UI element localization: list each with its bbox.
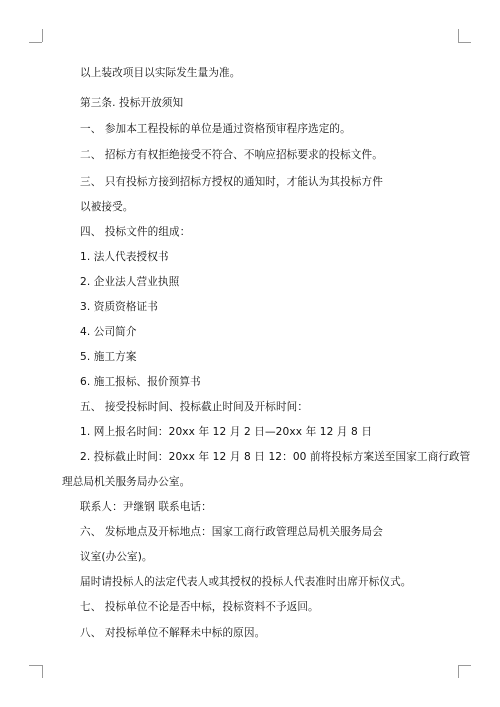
text-line: 一、 参加本工程投标的单位是通过资格预审程序选定的。	[80, 123, 351, 135]
crop-mark-top-right-h	[458, 42, 471, 43]
section-heading: 第三条. 投标开放须知	[80, 97, 184, 109]
list-item: 3. 资质资格证书	[80, 301, 158, 313]
text-line: 以上装改项目以实际发生量为准。	[80, 67, 241, 79]
crop-mark-top-right-v	[458, 29, 459, 42]
list-item: 6. 施工报标、报价预算书	[80, 376, 201, 388]
crop-mark-bottom-right-h	[458, 665, 471, 666]
list-item: 2. 企业法人营业执照	[80, 276, 180, 288]
text-line: 六、 发标地点及开标地点：国家工商行政管理总局机关服务局会	[80, 526, 383, 538]
crop-mark-top-left-v	[42, 29, 43, 42]
text-line: 四、 投标文件的组成：	[80, 226, 191, 238]
text-line: 三、 只有投标方接到招标方授权的通知时，才能认为其投标方件	[80, 176, 383, 188]
text-line: 届时请投标人的法定代表人或其授权的投标人代表准时出席开标仪式。	[80, 576, 412, 588]
list-item: 4. 公司简介	[80, 326, 137, 338]
list-item: 2. 投标截止时间：20xx 年 12 月 8 日 12：00 前将投标方案送至国家工商行政管	[80, 451, 471, 463]
text-line: 八、 对投标单位不解释未中标的原因。	[80, 627, 266, 639]
crop-mark-bottom-left-v	[42, 665, 43, 678]
crop-mark-bottom-right-v	[458, 665, 459, 678]
contact-line: 联系人：尹继钢 联系电话：	[80, 501, 212, 513]
crop-mark-top-left-h	[29, 42, 42, 43]
text-line: 以被接受。	[80, 201, 134, 213]
text-line-continued: 理总局机关服务局办公室。	[62, 476, 191, 488]
crop-mark-bottom-left-h	[29, 665, 42, 666]
list-item: 5. 施工方案	[80, 351, 137, 363]
text-line: 二、 招标方有权拒绝接受不符合、不响应招标要求的投标文件。	[80, 149, 383, 161]
text-line: 五、 接受投标时间、投标截止时间及开标时间：	[80, 401, 309, 413]
text-line: 七、 投标单位不论是否中标，投标资料不予返回。	[80, 601, 319, 613]
list-item: 1. 法人代表授权书	[80, 251, 169, 263]
text-line-continued: 议室(办公室)。	[80, 551, 153, 563]
list-item: 1. 网上报名时间：20xx 年 12 月 2 日—20xx 年 12 月 8 日	[80, 426, 373, 438]
